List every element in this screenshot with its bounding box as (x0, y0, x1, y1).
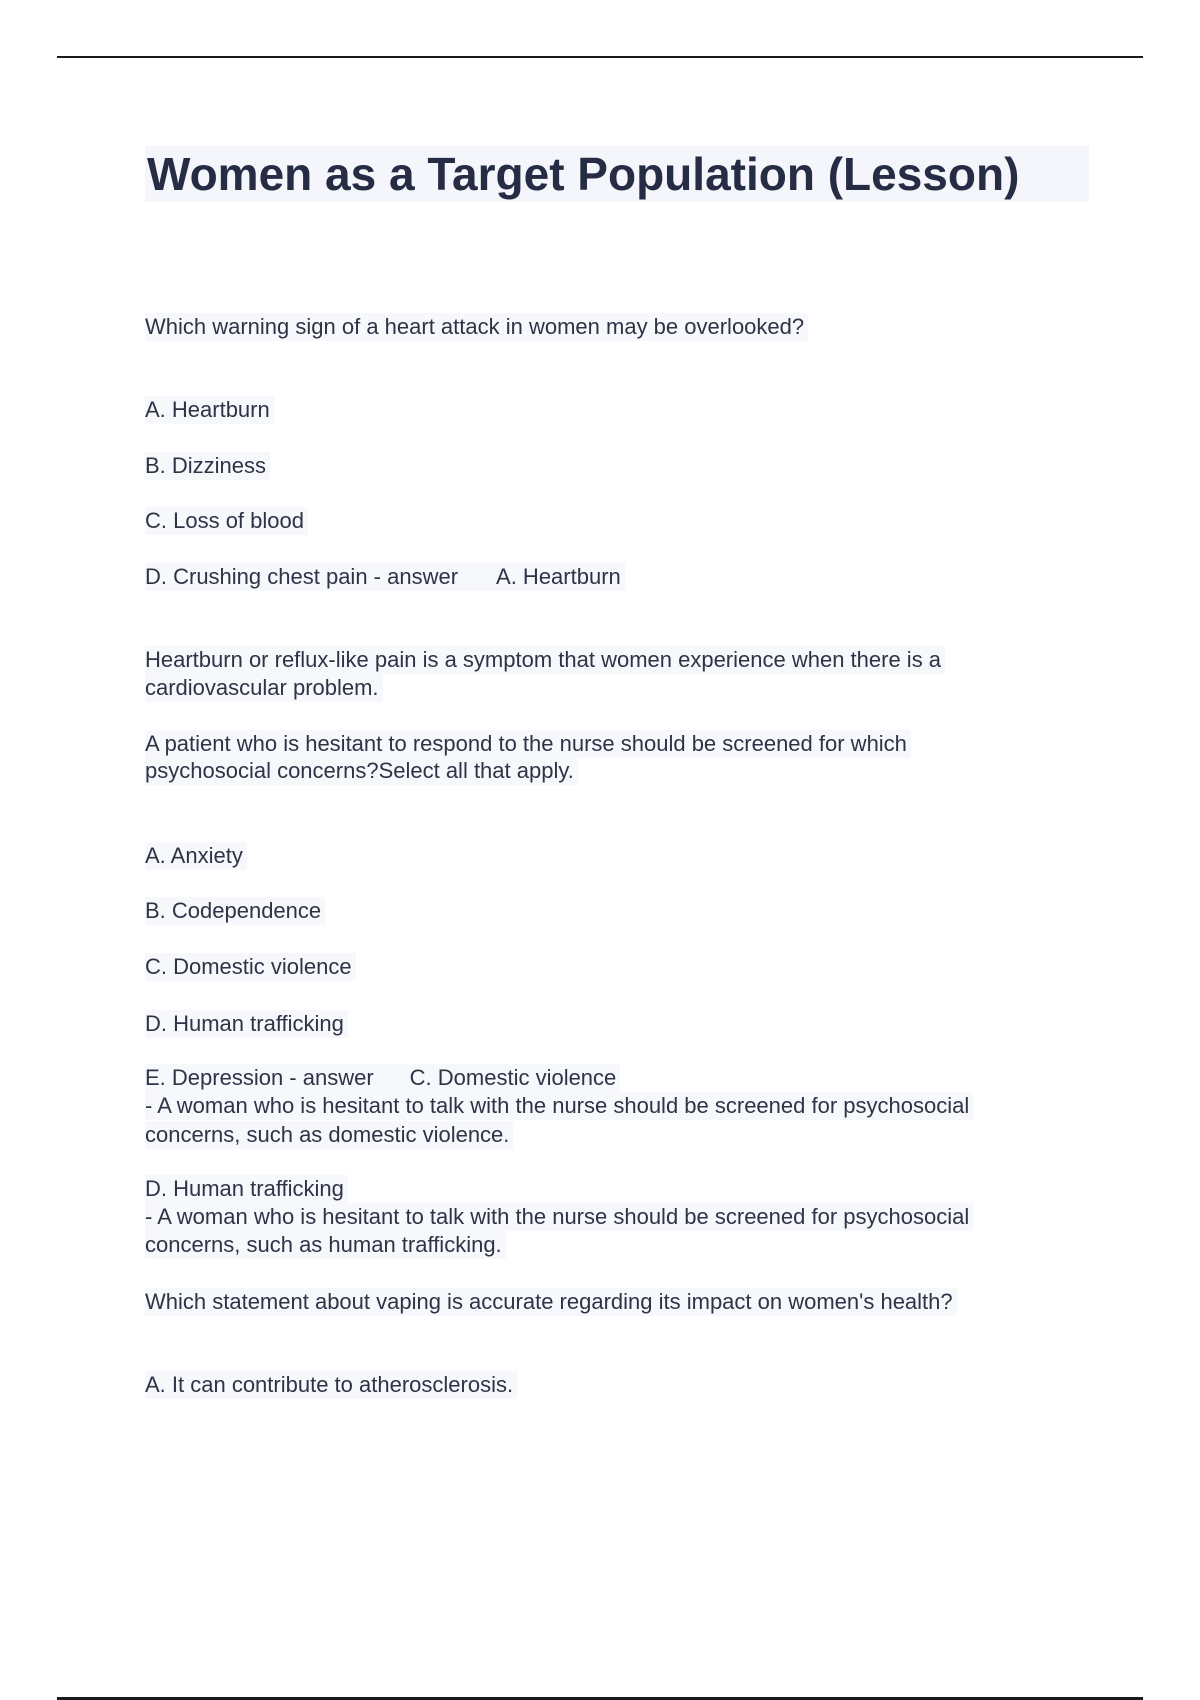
page-title: Women as a Target Population (Lesson) (145, 146, 1089, 202)
question-1-explanation-line-2: cardiovascular problem. (145, 674, 383, 702)
question-1-option-c: C. Loss of blood (145, 507, 308, 535)
question-2-text-line-2: psychosocial concerns?Select all that apply. (145, 757, 578, 785)
question-1-option-d: D. Crushing chest pain - answer (145, 564, 459, 589)
question-2-answer-1: C. Domestic violence (409, 1065, 617, 1090)
question-2-rationale-1-line-1: - A woman who is hesitant to talk with the nurse should be screened for psychosocial (145, 1092, 973, 1120)
question-2-option-e: E. Depression - answer (145, 1065, 374, 1090)
question-2-option-d: D. Human trafficking (145, 1010, 348, 1038)
question-2-answer-2: D. Human trafficking (145, 1175, 348, 1203)
question-2-rationale-1-line-2: concerns, such as domestic violence. (145, 1121, 513, 1149)
question-1-text: Which warning sign of a heart attack in women may be overlooked? (145, 313, 808, 341)
question-1-answer-row (145, 563, 625, 591)
question-2-rationale-2-line-2: concerns, such as human trafficking. (145, 1231, 506, 1259)
question-2-answer-row (145, 1064, 620, 1092)
question-3-text: Which statement about vaping is accurate regarding its impact on women's health? (145, 1288, 957, 1316)
question-2-text-line-1: A patient who is hesitant to respond to the nurse should be screened for which (145, 730, 911, 758)
question-1-option-b: B. Dizziness (145, 452, 270, 480)
question-2-option-b: B. Codependence (145, 897, 325, 925)
question-2-option-c: C. Domestic violence (145, 953, 356, 981)
header-rule (57, 56, 1143, 58)
question-2-rationale-2-line-1: - A woman who is hesitant to talk with the nurse should be screened for psychosocial (145, 1203, 973, 1231)
question-2-option-a: A. Anxiety (145, 842, 247, 870)
question-3-option-a: A. It can contribute to atherosclerosis. (145, 1371, 517, 1399)
question-1-answer: A. Heartburn (496, 564, 621, 589)
question-1-option-a: A. Heartburn (145, 396, 274, 424)
question-1-explanation-line-1: Heartburn or reflux-like pain is a symptom that women experience when there is a (145, 646, 945, 674)
